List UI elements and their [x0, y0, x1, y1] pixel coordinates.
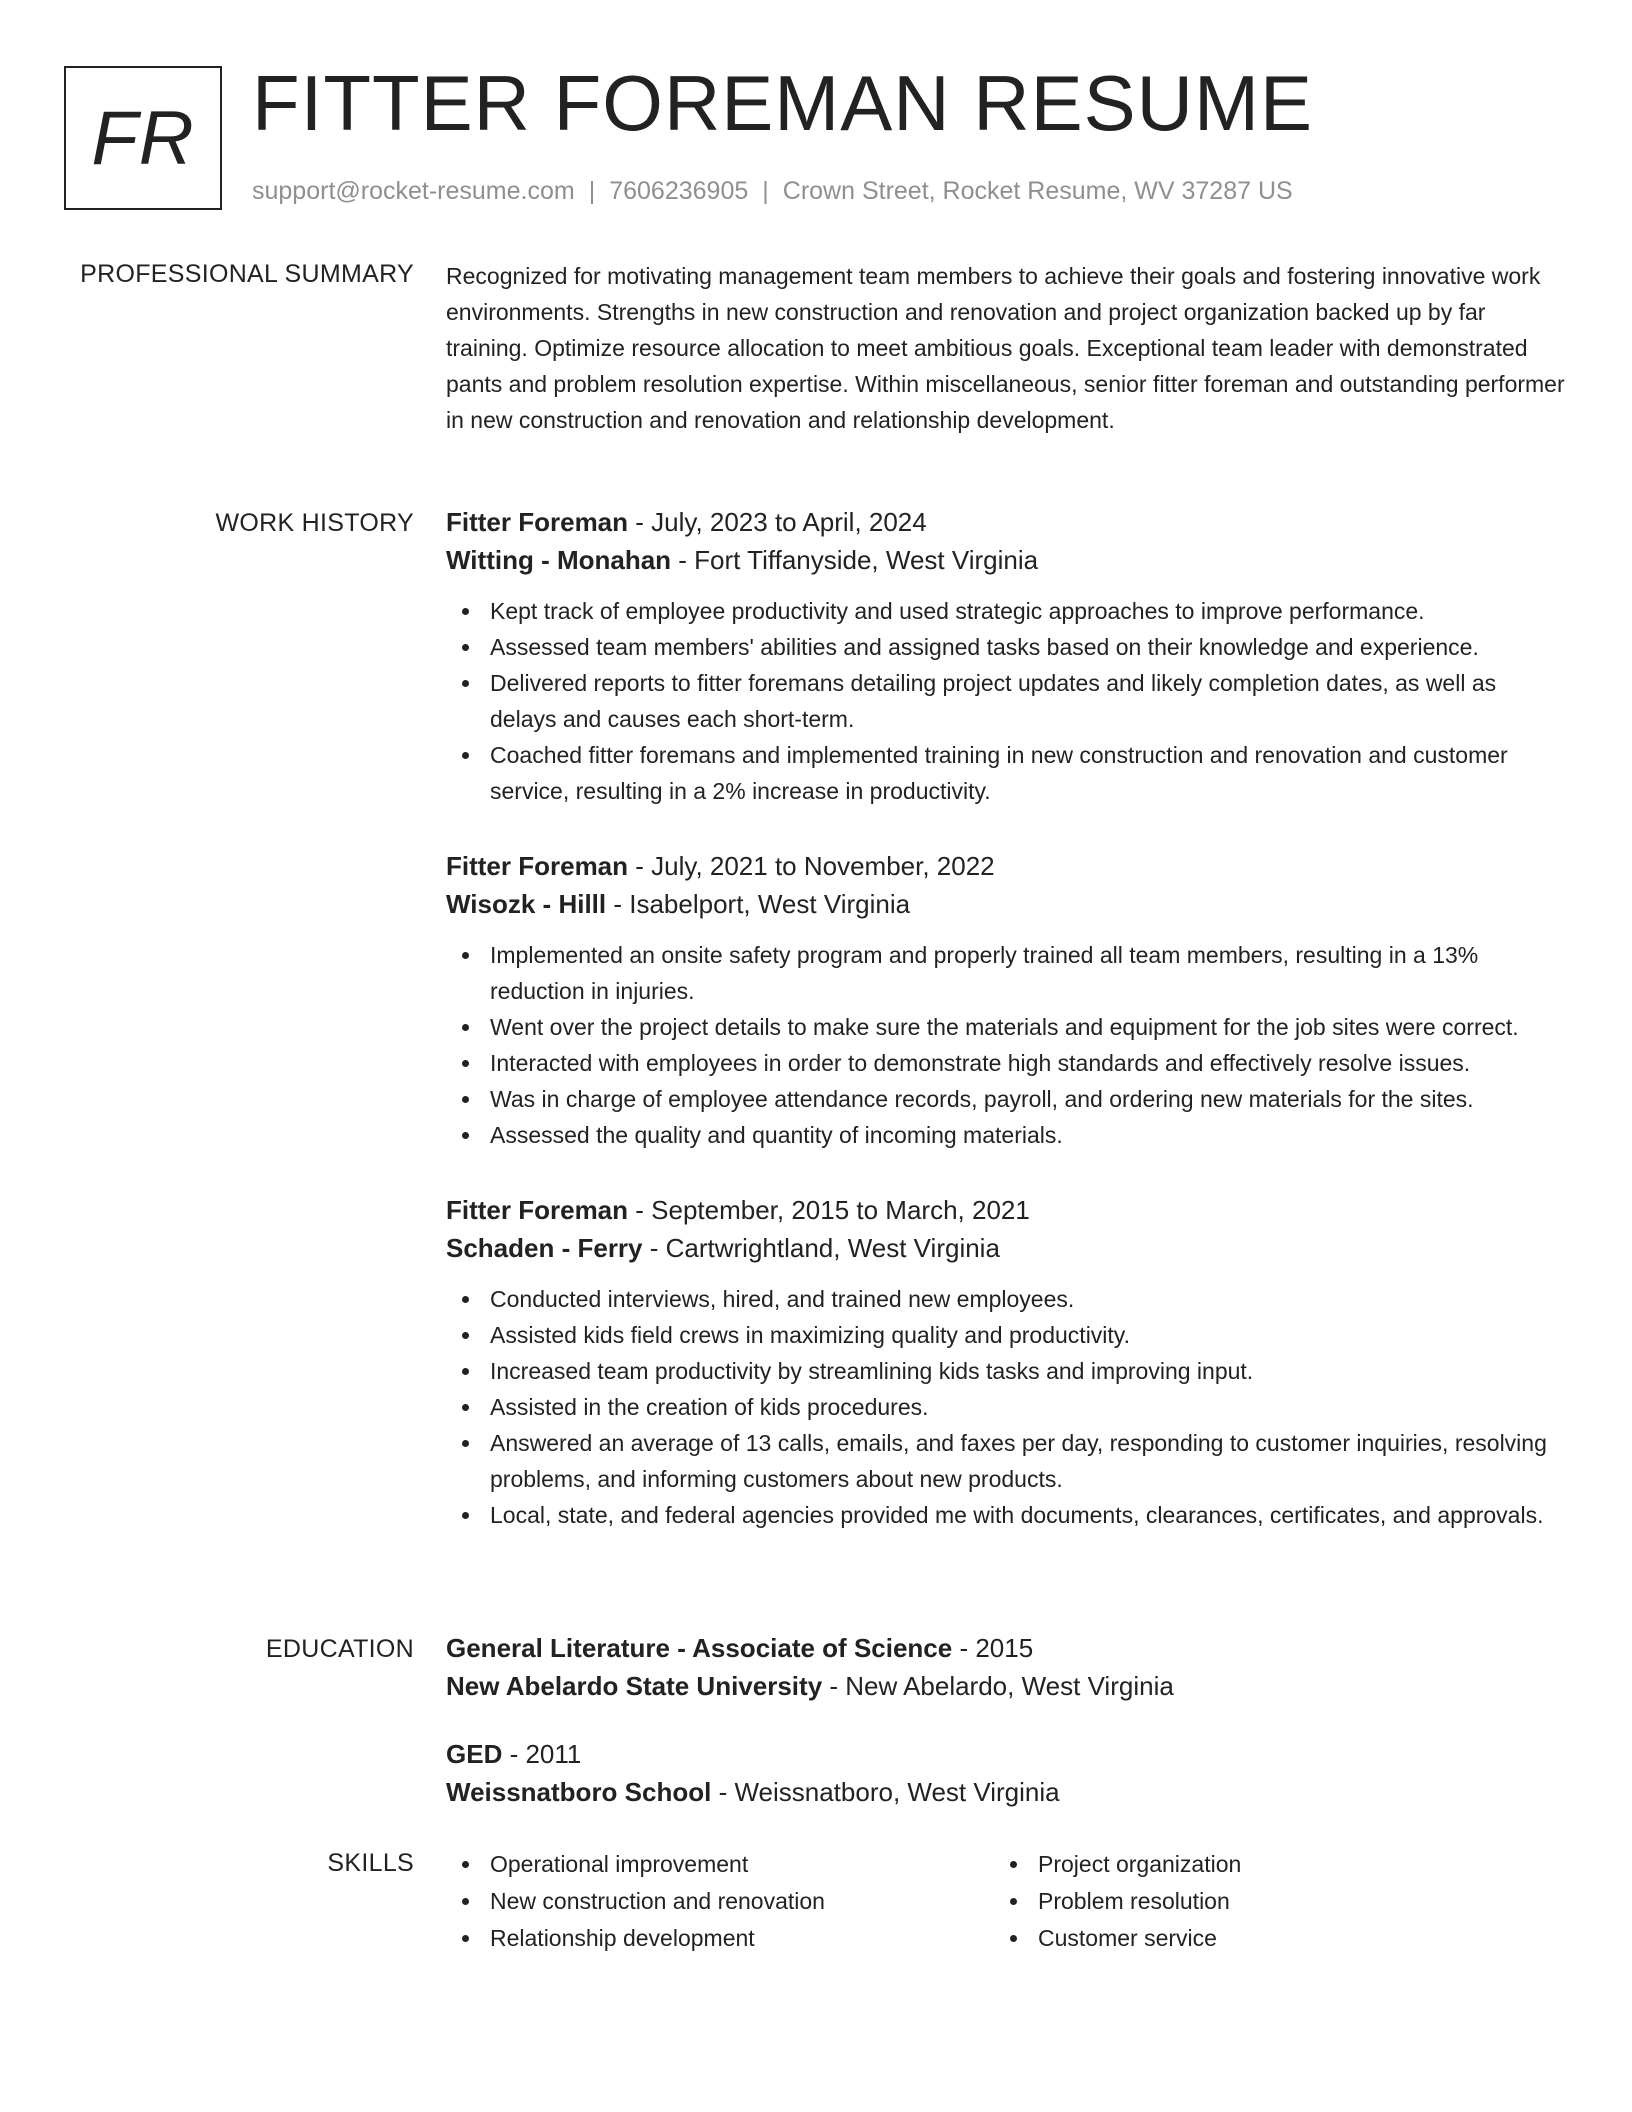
skill-item: Customer service	[994, 1920, 1542, 1957]
list-item: Coached fitter foremans and implemented training in new construction and renovation and customer service, resulting in a 2% increase in productivity.	[446, 737, 1566, 809]
list-item: Kept track of employee productivity and used strategic approaches to improve performance.	[446, 593, 1566, 629]
education-degree: General Literature - Associate of Science	[446, 1633, 953, 1663]
education-entry	[446, 1629, 1566, 1705]
job-company-line	[446, 885, 1566, 923]
education-year: - 2015	[952, 1633, 1034, 1663]
contact-email[interactable]: support@rocket-resume.com	[252, 177, 575, 205]
section-label-education: EDUCATION	[265, 1635, 414, 1663]
job-dates: - September, 2015 to March, 2021	[628, 1195, 1030, 1225]
job-title: Fitter Foreman	[446, 507, 629, 537]
job-title-line	[446, 1191, 1566, 1229]
list-item: Increased team productivity by streamlining kids tasks and improving input.	[446, 1353, 1566, 1389]
job-company-line	[446, 1229, 1566, 1267]
job-entry	[446, 847, 1566, 1153]
education-school: New Abelardo State University	[446, 1671, 823, 1701]
job-title: Fitter Foreman	[446, 1195, 629, 1225]
list-item: Conducted interviews, hired, and trained new employees.	[446, 1281, 1566, 1317]
list-item: Assessed team members' abilities and assigned tasks based on their knowledge and experience.	[446, 629, 1566, 665]
job-company: Schaden - Ferry	[446, 1233, 643, 1263]
job-location: - Isabelport, West Virginia	[606, 889, 911, 919]
job-location: - Fort Tiffanyside, West Virginia	[671, 545, 1039, 575]
summary-text: Recognized for motivating management team members to achieve their goals and fostering innovative work environments. Strengths in new construction and renovation and project organization backed up by far training. Optimize resource allocation to meet ambitious goals. Exceptional team leader with demonstrated pants and problem resolution expertise. Within miscellaneous, senior fitter foreman and outstanding performer in new construction and renovation and relationship development.	[446, 263, 1565, 433]
skill-item: Problem resolution	[994, 1883, 1542, 1920]
education-degree-line	[446, 1629, 1566, 1667]
contact-address: Crown Street, Rocket Resume, WV 37287 US	[782, 177, 1293, 205]
job-title-line	[446, 847, 1566, 885]
education-location: - Weissnatboro, West Virginia	[711, 1777, 1060, 1807]
education-entry	[446, 1735, 1566, 1811]
list-item: Was in charge of employee attendance records, payroll, and ordering new materials for the sites.	[446, 1081, 1566, 1117]
section-label-skills: SKILLS	[327, 1849, 414, 1877]
skill-item: Relationship development	[446, 1920, 994, 1957]
job-title-line	[446, 503, 1566, 541]
skill-item: New construction and renovation	[446, 1883, 994, 1920]
job-location: - Cartwrightland, West Virginia	[642, 1233, 1000, 1263]
list-item: Assisted in the creation of kids procedures.	[446, 1389, 1566, 1425]
work-history-section	[446, 503, 1566, 1571]
job-title: Fitter Foreman	[446, 851, 629, 881]
list-item: Delivered reports to fitter foremans detailing project updates and likely completion dates, as well as delays and causes each short-term.	[446, 665, 1566, 737]
education-location: - New Abelardo, West Virginia	[822, 1671, 1174, 1701]
list-item: Implemented an onsite safety program and properly trained all team members, resulting in a 13% reduction in injuries.	[446, 937, 1566, 1009]
section-label-summary: PROFESSIONAL SUMMARY	[80, 260, 414, 288]
list-item: Assessed the quality and quantity of incoming materials.	[446, 1117, 1566, 1153]
education-school: Weissnatboro School	[446, 1777, 712, 1807]
education-degree-line	[446, 1735, 1566, 1773]
skill-item: Operational improvement	[446, 1846, 994, 1883]
job-company: Wisozk - Hilll	[446, 889, 607, 919]
list-item: Went over the project details to make sure the materials and equipment for the job sites were correct.	[446, 1009, 1566, 1045]
list-item: Assisted kids field crews in maximizing quality and productivity.	[446, 1317, 1566, 1353]
job-bullets	[446, 593, 1566, 809]
skills-section	[446, 1846, 1566, 1957]
education-section	[446, 1629, 1566, 1841]
monogram-logo: FR	[64, 66, 222, 210]
job-bullets	[446, 1281, 1566, 1533]
skill-item: Project organization	[994, 1846, 1542, 1883]
education-degree: GED	[446, 1739, 503, 1769]
job-dates: - July, 2023 to April, 2024	[628, 507, 927, 537]
page-title: FITTER FOREMAN RESUME	[252, 59, 1314, 147]
education-school-line	[446, 1667, 1566, 1705]
list-item: Local, state, and federal agencies provided me with documents, clearances, certificates, and approvals.	[446, 1497, 1566, 1533]
skills-column-left	[446, 1846, 994, 1957]
summary-section	[446, 258, 1566, 438]
job-entry	[446, 503, 1566, 809]
education-year: - 2011	[502, 1739, 582, 1769]
contact-phone[interactable]: 7606236905	[609, 177, 749, 205]
job-company-line	[446, 541, 1566, 579]
skills-columns	[446, 1846, 1566, 1957]
job-bullets	[446, 937, 1566, 1153]
skills-column-right	[994, 1846, 1542, 1957]
job-company: Witting - Monahan	[446, 545, 672, 575]
job-entry	[446, 1191, 1566, 1533]
contact-separator: |	[588, 177, 596, 205]
job-dates: - July, 2021 to November, 2022	[628, 851, 995, 881]
section-label-work-history: WORK HISTORY	[215, 509, 414, 537]
contact-separator: |	[762, 177, 769, 205]
list-item: Interacted with employees in order to demonstrate high standards and effectively resolve issues.	[446, 1045, 1566, 1081]
list-item: Answered an average of 13 calls, emails, and faxes per day, responding to customer inquiries, resolving problems, and informing customers about new products.	[446, 1425, 1566, 1497]
contact-line	[252, 176, 1293, 206]
education-school-line	[446, 1773, 1566, 1811]
